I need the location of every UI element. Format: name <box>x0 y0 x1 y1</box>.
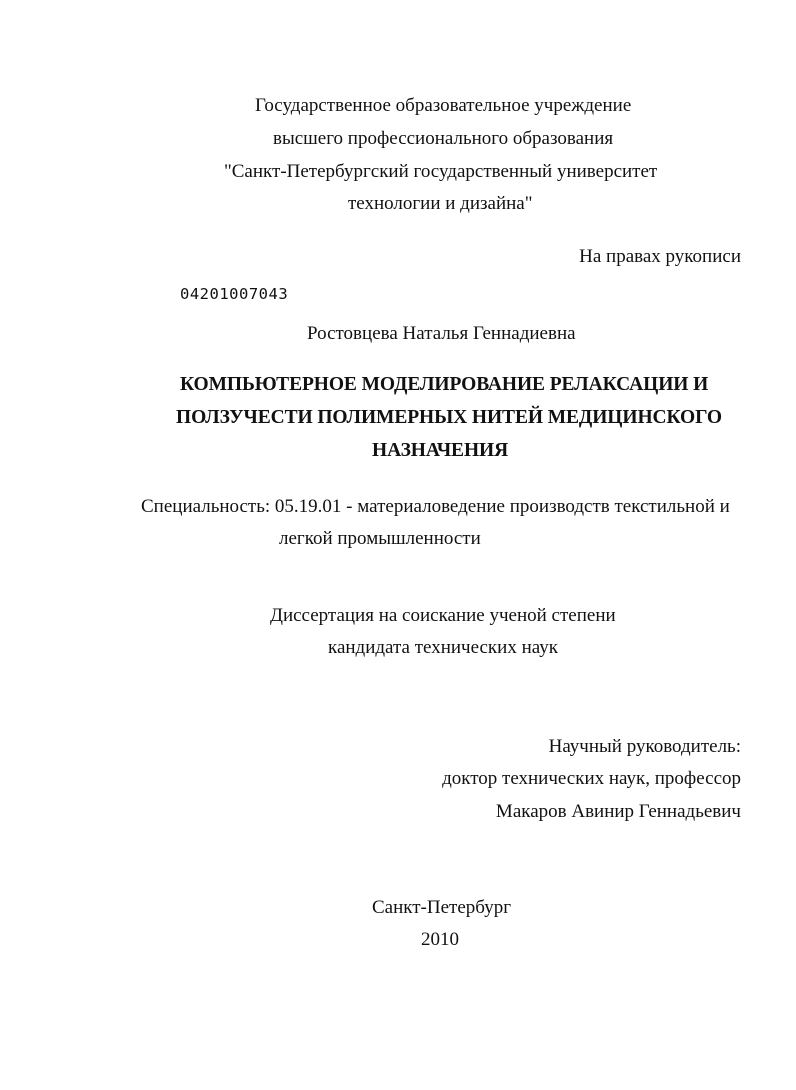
title-line-3: НАЗНАЧЕНИЯ <box>372 440 509 461</box>
supervisor-title: доктор технических наук, профессор <box>442 768 741 789</box>
institution-line-3: "Санкт-Петербургский государственный университет <box>224 161 658 182</box>
supervisor-name: Макаров Авинир Геннадьевич <box>495 801 741 822</box>
footer-city: Санкт-Петербург <box>372 897 512 918</box>
degree-line-2: кандидата технических наук <box>328 637 558 658</box>
footer-year: 2010 <box>421 929 459 950</box>
specialty-line-2: легкой промышленности <box>279 528 481 549</box>
title-line-2: ПОЛЗУЧЕСТИ ПОЛИМЕРНЫХ НИТЕЙ МЕДИЦИНСКОГО <box>176 407 722 428</box>
degree-line-1: Диссертация на соискание ученой степени <box>270 605 616 626</box>
document-number: 04201007043 <box>180 285 289 303</box>
supervisor-label: Научный руководитель: <box>548 736 741 757</box>
specialty-line-1: Специальность: 05.19.01 - материаловедение производств текстильной и <box>141 496 730 517</box>
institution-line-1: Государственное образовательное учреждение <box>255 95 632 116</box>
institution-line-2: высшего профессионального образования <box>273 128 614 149</box>
manuscript-note: На правах рукописи <box>579 246 741 267</box>
institution-line-4: технологии и дизайна" <box>348 193 533 214</box>
author-name: Ростовцева Наталья Геннадиевна <box>307 323 576 344</box>
title-line-1: КОМПЬЮТЕРНОЕ МОДЕЛИРОВАНИЕ РЕЛАКСАЦИИ И <box>180 374 709 395</box>
